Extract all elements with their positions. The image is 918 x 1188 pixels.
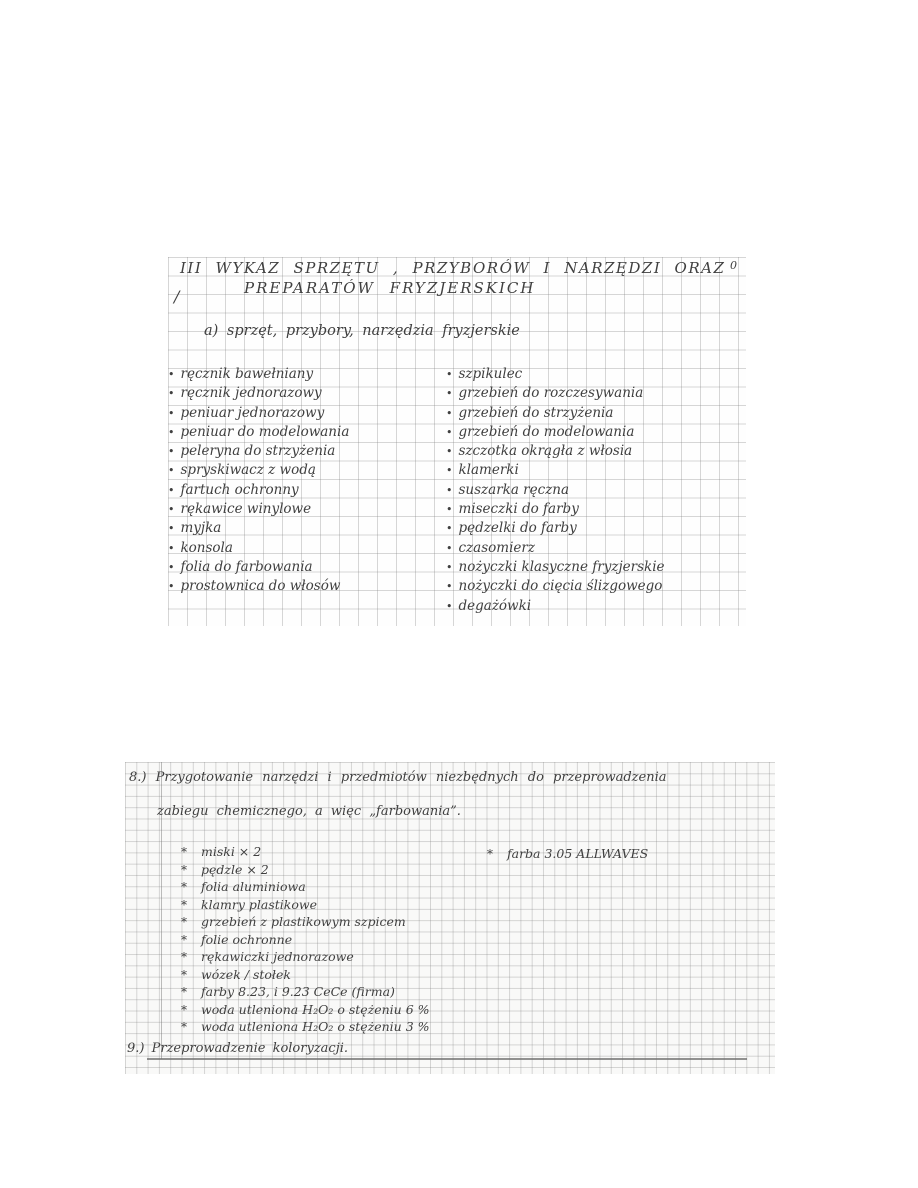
item-text: fartuch ochronny: [180, 481, 299, 498]
item-text: grzebień do modelowania: [458, 423, 635, 440]
item-text: woda utleniona H₂O₂ o stężeniu 3 %: [201, 1019, 430, 1034]
bullet-icon: •: [446, 541, 453, 555]
list-item: [181, 949, 430, 967]
bullet-icon: •: [446, 406, 453, 420]
cross-marker-icon: *: [181, 880, 187, 894]
list-item: [181, 1002, 430, 1020]
list-item: [168, 443, 446, 462]
scan-page-equipment-list: [168, 257, 746, 626]
cross-marker-icon: *: [181, 932, 187, 947]
list-item: [446, 559, 746, 578]
bullet-icon: •: [446, 425, 453, 439]
bullet-icon: •: [168, 464, 175, 478]
list-item: [181, 967, 430, 985]
list-item: [446, 598, 746, 617]
item-text: folia aluminiowa: [201, 879, 306, 894]
list-item: [446, 482, 746, 501]
item-text: suszarka ręczna: [458, 481, 570, 498]
item-text: konsola: [180, 539, 233, 556]
side-item-dye: [487, 846, 648, 861]
list-item: [446, 366, 746, 385]
cross-marker-icon: *: [181, 862, 187, 877]
bullet-icon: •: [446, 580, 453, 594]
preparation-items-list: [181, 844, 430, 1037]
item-text: pędzle × 2: [201, 861, 269, 877]
item-text: ręcznik bawełniany: [180, 366, 314, 382]
bullet-icon: •: [168, 483, 175, 497]
item-text: folie ochronne: [201, 931, 293, 947]
item-text: nożyczki klasyczne fryzjerskie: [458, 558, 665, 575]
item-text: czasomierz: [458, 539, 535, 556]
bullet-icon: •: [446, 387, 453, 401]
list-item: [181, 897, 430, 915]
list-item: [446, 424, 746, 443]
item-text: szpikulec: [458, 366, 523, 382]
item-text: miski × 2: [201, 844, 262, 859]
list-item: [446, 578, 746, 597]
item-text: klamerki: [458, 462, 519, 479]
bullet-icon: •: [168, 425, 175, 439]
step8-heading-line2: zabiegu chemicznego, a więc „farbowania”.: [157, 804, 461, 819]
cross-marker-icon: *: [181, 897, 187, 912]
list-item: [446, 385, 746, 404]
item-text: szczotka okrągła z włosia: [458, 443, 633, 460]
item-text: grzebień z plastikowym szpicem: [201, 914, 406, 929]
page-title-line2: PREPARATÓW FRYZJERSKICH: [244, 279, 536, 297]
bullet-icon: •: [168, 560, 175, 574]
item-text: ręcznik jednorazowy: [180, 385, 322, 402]
list-item: [181, 862, 430, 880]
bullet-icon: •: [168, 522, 175, 536]
item-text: wózek / stołek: [201, 966, 291, 982]
step9-heading: 9.) Przeprowadzenie koloryzacji.: [127, 1041, 349, 1056]
list-item: [181, 914, 430, 932]
item-text: folia do farbowania: [180, 558, 313, 575]
page-title-line1: III WYKAZ SPRZĘTU , PRZYBORÓW I NARZĘDZI ORAZ: [180, 259, 726, 277]
cross-marker-icon: *: [181, 1002, 187, 1017]
cross-marker-icon: *: [181, 950, 187, 964]
scan-page-coloring-preparation: [125, 762, 775, 1074]
item-text: degażówki: [458, 597, 532, 614]
item-text: miseczki do farby: [458, 501, 579, 518]
item-text: pędzelki do farby: [458, 520, 577, 537]
item-text: myjka: [180, 520, 222, 537]
cross-marker-icon: *: [181, 967, 187, 982]
cross-marker-icon: *: [181, 845, 187, 859]
cross-marker-icon: *: [487, 847, 493, 861]
slash-mark: /: [174, 287, 180, 306]
list-item: [446, 443, 746, 462]
list-item: [181, 932, 430, 950]
ruled-bottom-line: [147, 1058, 747, 1060]
equipment-list-right-column: [446, 366, 746, 617]
list-item: [168, 385, 446, 404]
list-item: [446, 405, 746, 424]
item-text: spryskiwacz z wodą: [180, 462, 316, 479]
list-item: [168, 501, 446, 520]
step8-heading-line1: 8.) Przygotowanie narzędzi i przedmiotów niezbędnych do przeprowadzenia: [129, 770, 667, 785]
bullet-icon: •: [446, 560, 453, 574]
bullet-icon: •: [168, 541, 175, 555]
list-item: [168, 462, 446, 481]
item-text: peniuar do modelowania: [180, 423, 350, 440]
item-text: farba 3.05 ALLWAVES: [507, 846, 649, 861]
list-item: [168, 482, 446, 501]
cross-marker-icon: *: [181, 985, 187, 999]
item-text: rękawiczki jednorazowe: [201, 949, 354, 964]
bullet-icon: •: [446, 445, 453, 459]
bullet-icon: •: [446, 599, 453, 613]
corner-mark: 0: [730, 259, 737, 272]
item-text: rękawice winylowe: [180, 501, 312, 518]
bullet-icon: •: [446, 503, 453, 517]
bullet-icon: •: [446, 464, 453, 478]
bullet-icon: •: [446, 522, 453, 536]
list-item: [168, 424, 446, 443]
list-item: [168, 578, 446, 597]
item-text: nożyczki do cięcia ślizgowego: [458, 578, 663, 595]
item-text: grzebień do strzyżenia: [458, 404, 614, 421]
bullet-icon: •: [168, 445, 175, 459]
list-item: [168, 559, 446, 578]
list-item: [181, 1019, 430, 1037]
bullet-icon: •: [168, 580, 175, 594]
list-item: [168, 405, 446, 424]
section-subtitle: a) sprzęt, przybory, narzędzia fryzjerskie: [204, 323, 520, 339]
list-item: [168, 366, 446, 385]
list-item: [181, 984, 430, 1002]
cross-marker-icon: *: [181, 915, 187, 929]
list-item: [168, 540, 446, 559]
bullet-icon: •: [168, 406, 175, 420]
list-item: [446, 520, 746, 539]
list-item: [168, 520, 446, 539]
list-item: [181, 844, 430, 862]
bullet-icon: •: [446, 368, 453, 381]
item-text: peleryna do strzyżenia: [180, 443, 336, 460]
cross-marker-icon: *: [181, 1020, 187, 1034]
bullet-icon: •: [168, 503, 175, 517]
item-text: prostownica do włosów: [180, 578, 341, 595]
bullet-icon: •: [168, 368, 175, 381]
bullet-icon: •: [168, 387, 175, 401]
bullet-icon: •: [446, 483, 453, 497]
list-item: [446, 540, 746, 559]
list-item: [446, 462, 746, 481]
item-text: peniuar jednorazowy: [180, 404, 325, 421]
item-text: klamry plastikowe: [201, 896, 317, 912]
equipment-list-left-column: [168, 366, 446, 598]
item-text: farby 8.23, i 9.23 CeCe (firma): [201, 984, 395, 999]
item-text: grzebień do rozczesywania: [458, 385, 644, 402]
item-text: woda utleniona H₂O₂ o stężeniu 6 %: [201, 1001, 430, 1017]
list-item: [181, 879, 430, 897]
list-item: [446, 501, 746, 520]
